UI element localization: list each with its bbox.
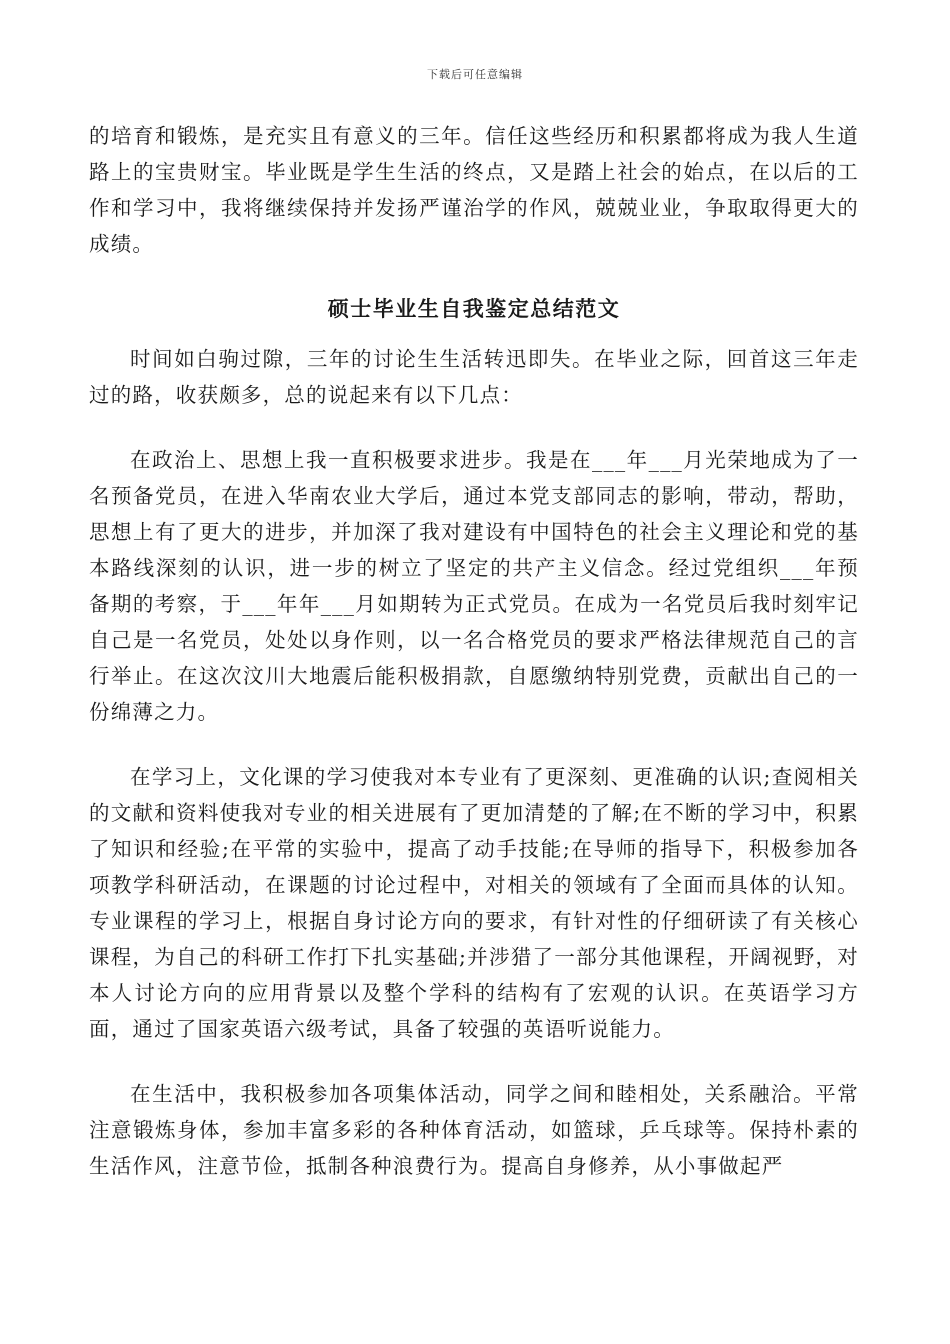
document-title: 硕士毕业生自我鉴定总结范文 <box>327 296 621 321</box>
intro-paragraph: 的培育和锻炼，是充实且有意义的三年。信任这些经历和积累都将成为我人生道路上的宝贵财宝。毕业既是学生生活的终点，又是踏上社会的始点，在以后的工作和学习中，我将继续保持并发扬严谨治学的作风，兢兢业业，争取取得更大的成绩。 <box>89 124 859 256</box>
document-body <box>89 118 859 1184</box>
paragraph: 在政治上、思想上我一直积极要求进步。我是在___年___月光荣地成为了一名预备党员，在进入华南农业大学后，通过本党支部同志的影响，带动，帮助，思想上有了更大的进步，并加深了我对建设有中国特色的社会主义理论和党的基本路线深刻的认识，进一步的树立了坚定的共产主义信念。经过党组织___年预备期的考察，于___年年___月如期转为正式党员。在成为一名党员后我时刻牢记自己是一名党员，处处以身作则，以一名合格党员的要求严格法律规范自己的言行举止。在这次汶川大地震后能积极捐款，自愿缴纳特别党费，贡献出自己的一份绵薄之力。 <box>89 448 859 724</box>
paragraph: 在学习上，文化课的学习使我对本专业有了更深刻、更准确的认识;查阅相关的文献和资料使我对专业的相关进展有了更加清楚的了解;在不断的学习中，积累了知识和经验;在平常的实验中，提高了动手技能;在导师的指导下，积极参加各项教学科研活动，在课题的讨论过程中，对相关的领域有了全面而具体的认知。专业课程的学习上，根据自身讨论方向的要求，有针对性的仔细研读了有关核心课程，为自己的科研工作打下扎实基础;并涉猎了一部分其他课程，开阔视野，对本人讨论方向的应用背景以及整个学科的结构有了宏观的认识。在英语学习方面，通过了国家英语六级考试，具备了较强的英语听说能力。 <box>89 765 859 1041</box>
paragraph: 在生活中，我积极参加各项集体活动，同学之间和睦相处，关系融洽。平常注意锻炼身体，参加丰富多彩的各种体育活动，如篮球，乒乓球等。保持朴素的生活作风，注意节俭，抵制各种浪费行为。提高自身修养，从小事做起严 <box>89 1082 859 1178</box>
paragraph: 时间如白驹过隙，三年的讨论生生活转迅即失。在毕业之际，回首这三年走过的路，收获颇多，总的说起来有以下几点： <box>89 347 859 407</box>
page-header: 下载后可任意编辑 <box>427 68 523 81</box>
